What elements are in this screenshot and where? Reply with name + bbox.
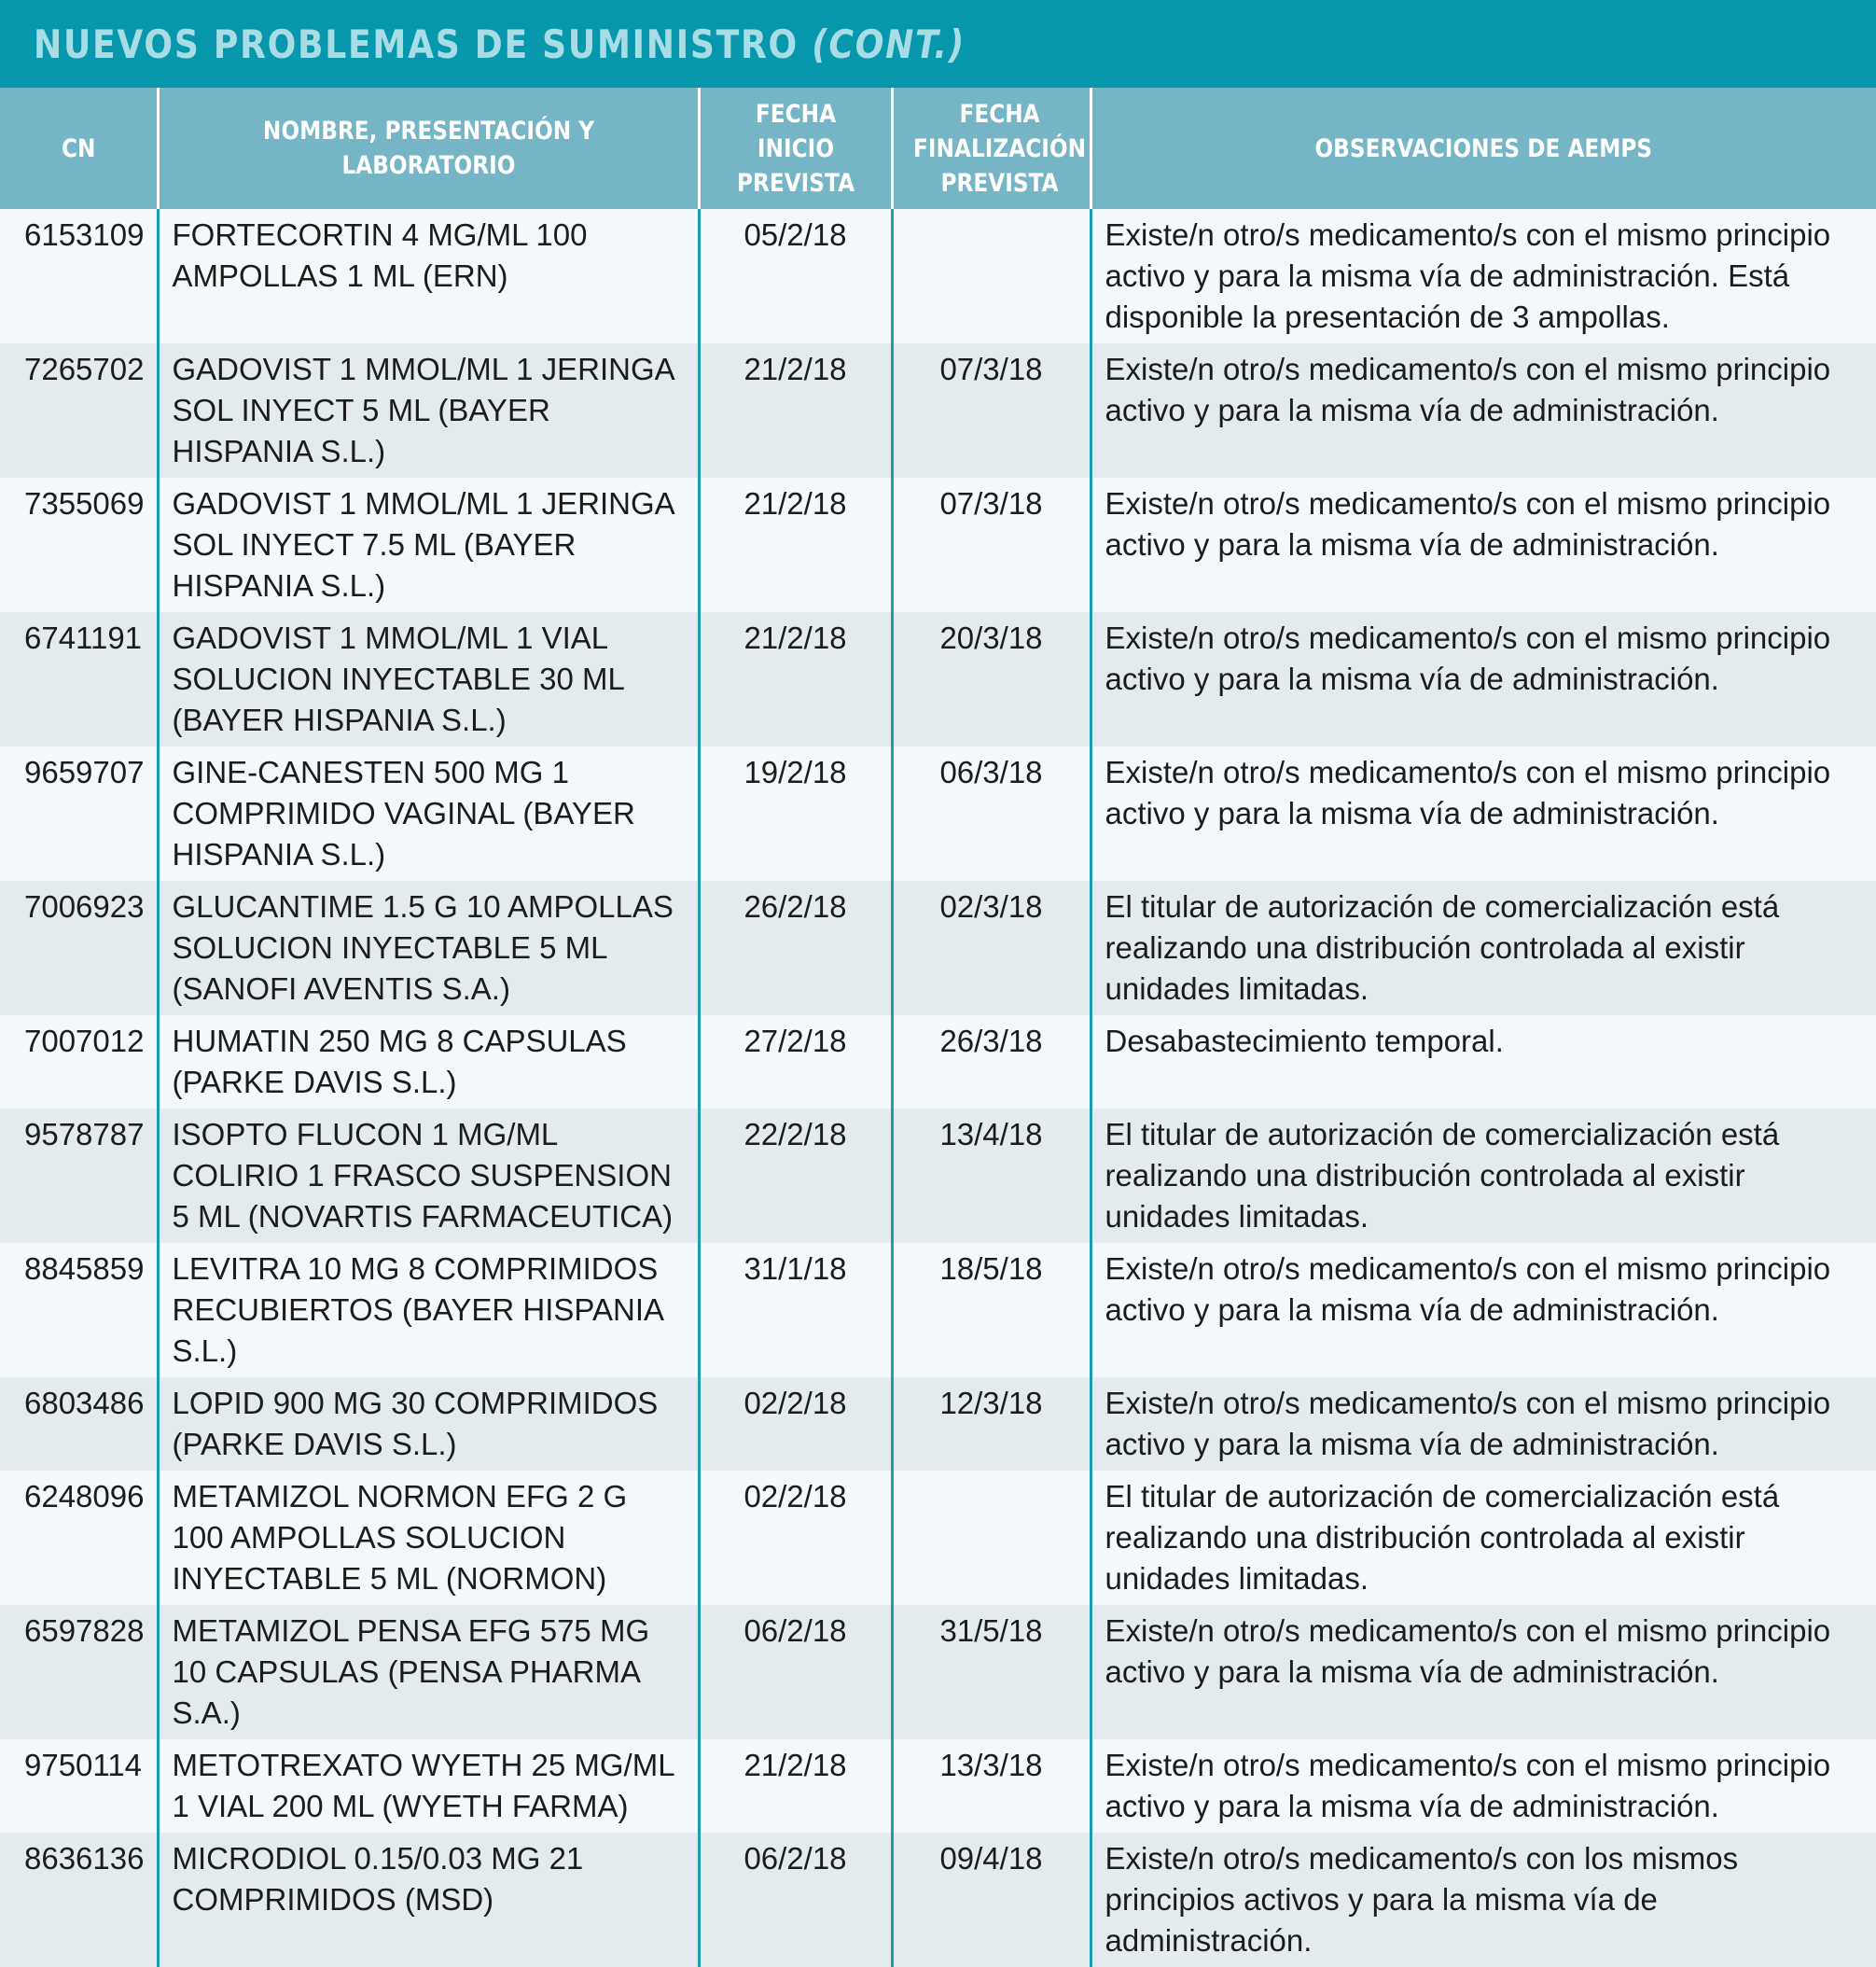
table-row (0, 1739, 1876, 1833)
table-row (0, 612, 1876, 746)
cell-cn: 7355069 (0, 478, 158, 612)
table-row (0, 746, 1876, 881)
cell-end-date: 18/5/18 (892, 1243, 1091, 1377)
cell-observations: Existe/n otro/s medicamento/s con el mismo principio activo y para la misma vía de administración. (1091, 746, 1876, 881)
cell-observations: El titular de autorización de comercialización está realizando una distribución controlada al existir unidades limitadas. (1091, 881, 1876, 1015)
table-row (0, 1015, 1876, 1109)
cell-cn: 6597828 (0, 1605, 158, 1739)
cell-observations: Existe/n otro/s medicamento/s con el mismo principio activo y para la misma vía de administración. (1091, 343, 1876, 478)
table-row (0, 1377, 1876, 1471)
cell-cn: 6248096 (0, 1471, 158, 1605)
cell-cn: 9750114 (0, 1739, 158, 1833)
cell-cn: 6741191 (0, 612, 158, 746)
table-row (0, 1833, 1876, 1967)
cell-start-date: 19/2/18 (699, 746, 892, 881)
cell-name: HUMATIN 250 MG 8 CAPSULAS (PARKE DAVIS S.L.) (158, 1015, 699, 1109)
table-row (0, 209, 1876, 343)
table-row (0, 1243, 1876, 1377)
table-row (0, 1471, 1876, 1605)
cell-cn: 7007012 (0, 1015, 158, 1109)
cell-end-date: 31/5/18 (892, 1605, 1091, 1739)
cell-name: MICRODIOL 0.15/0.03 MG 21 COMPRIMIDOS (MSD) (158, 1833, 699, 1967)
column-header-start-date: FECHA INICIO PREVISTA (699, 88, 892, 209)
column-header-observations: OBSERVACIONES DE AEMPS (1091, 88, 1876, 209)
cell-end-date: 12/3/18 (892, 1377, 1091, 1471)
cell-name: GADOVIST 1 MMOL/ML 1 VIAL SOLUCION INYECTABLE 30 ML (BAYER HISPANIA S.L.) (158, 612, 699, 746)
column-header-name: NOMBRE, PRESENTACIÓN Y LABORATORIO (158, 88, 699, 209)
table-row (0, 881, 1876, 1015)
page-title-main: NUEVOS PROBLEMAS DE SUMINISTRO (34, 21, 799, 67)
cell-end-date: 13/3/18 (892, 1739, 1091, 1833)
title-bar (0, 0, 1876, 88)
cell-observations: Desabastecimiento temporal. (1091, 1015, 1876, 1109)
cell-cn: 7006923 (0, 881, 158, 1015)
cell-observations: Existe/n otro/s medicamento/s con el mismo principio activo y para la misma vía de administración. Está disponible la presentación de 3 ampollas. (1091, 209, 1876, 343)
cell-name: GINE-CANESTEN 500 MG 1 COMPRIMIDO VAGINAL (BAYER HISPANIA S.L.) (158, 746, 699, 881)
cell-end-date: 26/3/18 (892, 1015, 1091, 1109)
cell-name: GADOVIST 1 MMOL/ML 1 JERINGA SOL INYECT 5 ML (BAYER HISPANIA S.L.) (158, 343, 699, 478)
table-header-row (0, 88, 1876, 209)
cell-name: METOTREXATO WYETH 25 MG/ML 1 VIAL 200 ML (WYETH FARMA) (158, 1739, 699, 1833)
cell-observations: Existe/n otro/s medicamento/s con el mismo principio activo y para la misma vía de administración. (1091, 1605, 1876, 1739)
cell-name: ISOPTO FLUCON 1 MG/ML COLIRIO 1 FRASCO SUSPENSION 5 ML (NOVARTIS FARMACEUTICA) (158, 1109, 699, 1243)
cell-end-date: 06/3/18 (892, 746, 1091, 881)
cell-observations: El titular de autorización de comercialización está realizando una distribución controlada al existir unidades limitadas. (1091, 1471, 1876, 1605)
cell-name: GADOVIST 1 MMOL/ML 1 JERINGA SOL INYECT 7.5 ML (BAYER HISPANIA S.L.) (158, 478, 699, 612)
cell-cn: 8845859 (0, 1243, 158, 1377)
cell-start-date: 27/2/18 (699, 1015, 892, 1109)
cell-start-date: 05/2/18 (699, 209, 892, 343)
cell-end-date (892, 1471, 1091, 1605)
cell-start-date: 06/2/18 (699, 1605, 892, 1739)
cell-cn: 6803486 (0, 1377, 158, 1471)
table-row (0, 1109, 1876, 1243)
cell-start-date: 06/2/18 (699, 1833, 892, 1967)
cell-start-date: 22/2/18 (699, 1109, 892, 1243)
cell-observations: Existe/n otro/s medicamento/s con el mismo principio activo y para la misma vía de administración. (1091, 1377, 1876, 1471)
cell-cn: 6153109 (0, 209, 158, 343)
column-header-end-date: FECHA FINALIZACIÓN PREVISTA (892, 88, 1091, 209)
cell-observations: Existe/n otro/s medicamento/s con el mismo principio activo y para la misma vía de administración. (1091, 1739, 1876, 1833)
cell-end-date: 07/3/18 (892, 343, 1091, 478)
cell-end-date: 02/3/18 (892, 881, 1091, 1015)
page-title (34, 21, 966, 67)
cell-end-date: 07/3/18 (892, 478, 1091, 612)
cell-start-date: 02/2/18 (699, 1471, 892, 1605)
cell-observations: Existe/n otro/s medicamento/s con los mismos principios activos y para la misma vía de administración. (1091, 1833, 1876, 1967)
cell-start-date: 21/2/18 (699, 612, 892, 746)
column-header-cn: CN (0, 88, 158, 209)
cell-name: METAMIZOL NORMON EFG 2 G 100 AMPOLLAS SOLUCION INYECTABLE 5 ML (NORMON) (158, 1471, 699, 1605)
table-row (0, 1605, 1876, 1739)
cell-name: LEVITRA 10 MG 8 COMPRIMIDOS RECUBIERTOS (BAYER HISPANIA S.L.) (158, 1243, 699, 1377)
cell-end-date (892, 209, 1091, 343)
cell-start-date: 31/1/18 (699, 1243, 892, 1377)
cell-observations: El titular de autorización de comercialización está realizando una distribución controlada al existir unidades limitadas. (1091, 1109, 1876, 1243)
cell-cn: 7265702 (0, 343, 158, 478)
cell-observations: Existe/n otro/s medicamento/s con el mismo principio activo y para la misma vía de administración. (1091, 612, 1876, 746)
cell-start-date: 21/2/18 (699, 1739, 892, 1833)
cell-start-date: 21/2/18 (699, 343, 892, 478)
cell-end-date: 13/4/18 (892, 1109, 1091, 1243)
cell-start-date: 26/2/18 (699, 881, 892, 1015)
cell-name: GLUCANTIME 1.5 G 10 AMPOLLAS SOLUCION INYECTABLE 5 ML (SANOFI AVENTIS S.A.) (158, 881, 699, 1015)
cell-start-date: 21/2/18 (699, 478, 892, 612)
cell-cn: 9659707 (0, 746, 158, 881)
cell-name: FORTECORTIN 4 MG/ML 100 AMPOLLAS 1 ML (ERN) (158, 209, 699, 343)
cell-end-date: 09/4/18 (892, 1833, 1091, 1967)
cell-name: METAMIZOL PENSA EFG 575 MG 10 CAPSULAS (PENSA PHARMA S.A.) (158, 1605, 699, 1739)
supply-problems-table (0, 88, 1876, 1967)
cell-start-date: 02/2/18 (699, 1377, 892, 1471)
cell-cn: 9578787 (0, 1109, 158, 1243)
page-title-suffix: (CONT.) (812, 21, 966, 67)
cell-name: LOPID 900 MG 30 COMPRIMIDOS (PARKE DAVIS S.L.) (158, 1377, 699, 1471)
cell-cn: 8636136 (0, 1833, 158, 1967)
cell-observations: Existe/n otro/s medicamento/s con el mismo principio activo y para la misma vía de administración. (1091, 478, 1876, 612)
table-row (0, 343, 1876, 478)
cell-end-date: 20/3/18 (892, 612, 1091, 746)
cell-observations: Existe/n otro/s medicamento/s con el mismo principio activo y para la misma vía de administración. (1091, 1243, 1876, 1377)
table-row (0, 478, 1876, 612)
